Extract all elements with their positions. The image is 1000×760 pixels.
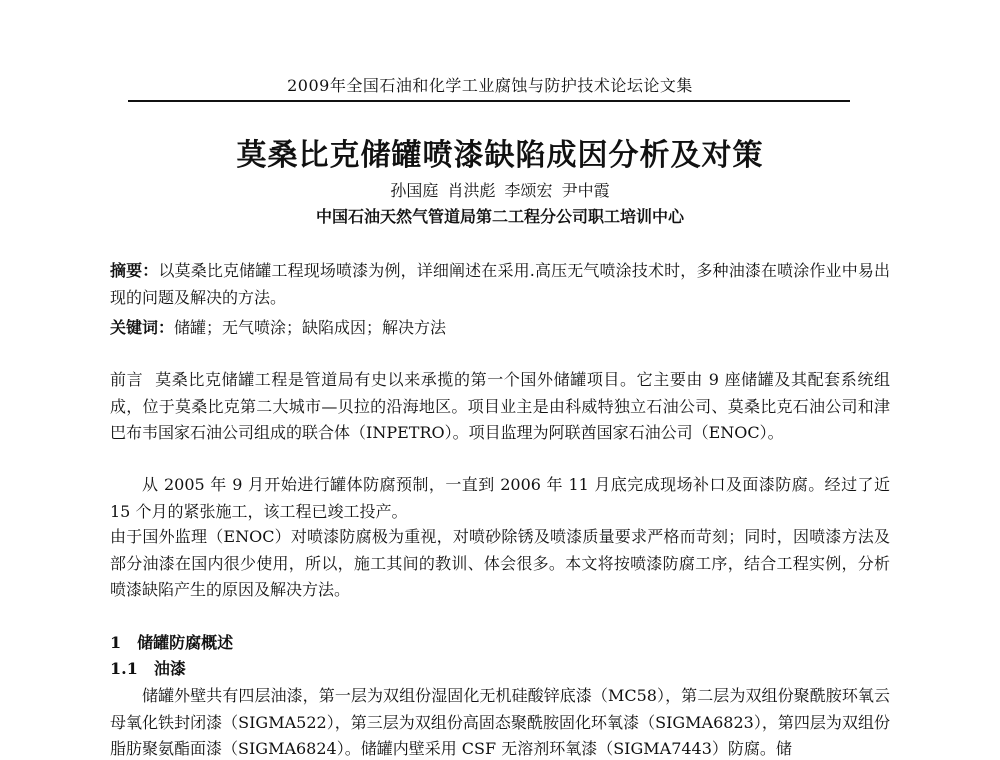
abstract [110,258,890,311]
introduction-paragraph-1 [110,367,890,447]
section-1-title: 储罐防腐概述 [137,633,234,652]
introduction-paragraph-3: 由于国外监理（ENOC）对喷漆防腐极为重视，对喷砂除锈及喷漆质量要求严格而苛刻；同时，因喷漆方法及部分油漆在国内很少使用，所以，施工其间的教训、体会很多。本文将按喷漆防腐工序，结合工程实例，分析喷漆缺陷产生的原因及解决方法。 [110,527,890,599]
section-1-heading [110,630,890,657]
paper-authors: 孙国庭 肖洪彪 李颂宏 尹中霞 [390,181,610,200]
keywords-label: 关键词： [110,318,175,337]
section-1-1-title: 油漆 [153,659,186,678]
keywords-text: 储罐；无气喷涂；缺陷成因；解决方法 [174,318,447,337]
introduction-label: 前言 [110,370,144,389]
section-1-1-number: 1.1 [110,659,138,678]
keywords [110,315,890,342]
introduction-paragraph-2: 从 2005 年 9 月开始进行罐体防腐预制，一直到 2006 年 11 月底完成现场补口及面漆防腐。经过了近 15 个月的紧张施工，该工程已竣工投产。 [110,475,890,521]
section-1-number: 1 [110,633,122,652]
running-header: 2009年全国石油和化学工业腐蚀与防护技术论坛论文集 [287,76,693,95]
abstract-text: 以莫桑比克储罐工程现场喷漆为例，详细阐述在采用.高压无气喷涂技术时，多种油漆在喷涂作业中易出现的问题及解决的方法。 [110,261,890,307]
paper-title: 莫桑比克储罐喷漆缺陷成因分析及对策 [236,138,764,173]
introduction-text-1: 莫桑比克储罐工程是管道局有史以来承揽的第一个国外储罐项目。它主要由 9 座储罐及其配套系统组成，位于莫桑比克第二大城市—贝拉的沿海地区。项目业主是由科威特独立石油公司、莫桑比克石油公司和津巴布韦国家石油公司组成的联合体（INPETRO）。项目监理为阿联酋国家石油公司（ENOC）。 [110,370,890,442]
section-1-1-heading [110,656,890,683]
section-1-1-paragraph: 储罐外壁共有四层油漆，第一层为双组份湿固化无机硅酸锌底漆（MC58），第二层为双组份聚酰胺环氧云母氧化铁封闭漆（SIGMA522），第三层为双组份高固态聚酰胺固化环氧漆（SIGMA6823），第四层为双组份脂肪聚氨酯面漆（SIGMA6824）。储罐内壁采用 CSF 无溶剂环氧漆（SIGMA7443）防腐。储 [110,686,890,758]
paper-affiliation: 中国石油天然气管道局第二工程分公司职工培训中心 [315,207,684,226]
abstract-label: 摘要： [110,261,159,280]
header-rule [128,100,850,102]
